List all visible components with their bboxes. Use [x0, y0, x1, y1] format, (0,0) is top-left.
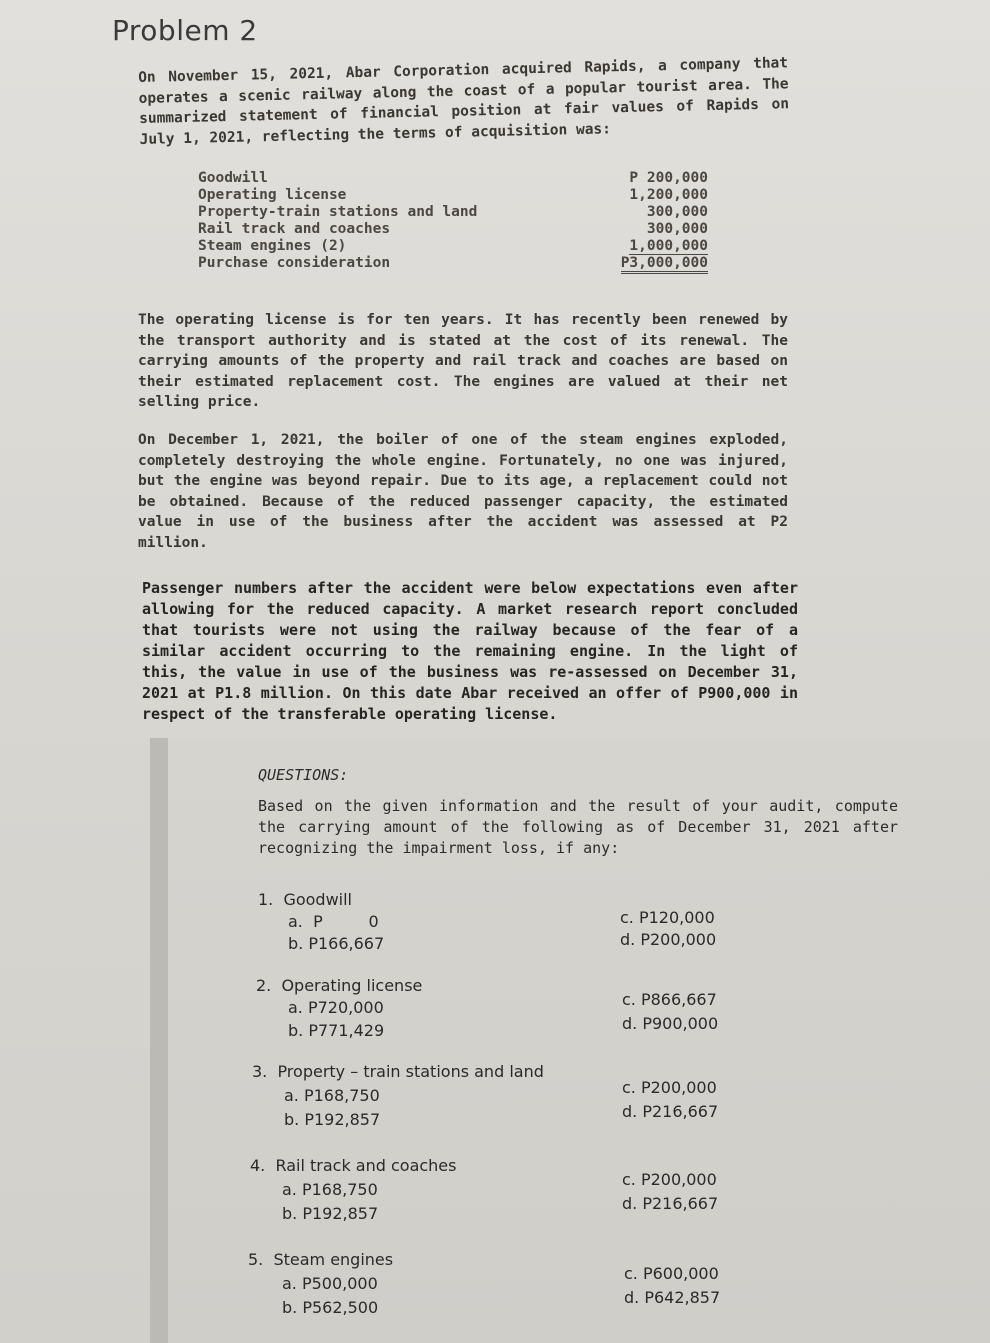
page-title: Problem 2 [112, 14, 258, 47]
option-d: d. P642,857 [624, 1288, 721, 1307]
option-a: a. P 0 [288, 912, 379, 931]
statement-amount: P 200,000 [629, 170, 708, 186]
question-number: 2. [256, 976, 272, 995]
question-4 [250, 1154, 770, 1224]
option-c: c. P200,000 [622, 1078, 717, 1097]
question-2 [256, 974, 776, 1044]
statement-label: Purchase consideration [198, 255, 391, 271]
option-d: d. P216,667 [622, 1194, 719, 1213]
statement-total-row [198, 255, 708, 272]
statement-label: Operating license [198, 187, 347, 203]
question-1 [258, 888, 778, 958]
option-a: a. P720,000 [288, 998, 384, 1017]
statement-row [198, 170, 708, 187]
statement-label: Rail track and coaches [198, 221, 391, 237]
option-b: b. P771,429 [288, 1021, 385, 1040]
option-b: b. P192,857 [284, 1110, 381, 1129]
statement-label: Property-train stations and land [198, 204, 478, 220]
question-title: Operating license [281, 976, 423, 995]
option-a: a. P168,750 [284, 1086, 380, 1105]
question-title: Goodwill [283, 890, 352, 909]
question-number: 5. [248, 1250, 264, 1269]
questions-heading: QUESTIONS: [258, 766, 349, 784]
option-d: d. P900,000 [622, 1014, 719, 1033]
statement-amount: 1,000,000 [629, 238, 708, 254]
question-number: 4. [250, 1156, 266, 1175]
financial-statement [198, 170, 708, 272]
license-paragraph: The operating license is for ten years. It has recently been renewed by the transport authority and is stated at the cost of its renewal. The carrying amounts of the property and rail track and coaches are based on their estimated replacement cost. The engines are valued at their net selling price. [138, 312, 788, 410]
option-a: a. P500,000 [282, 1274, 378, 1293]
question-title: Property – train stations and land [277, 1062, 544, 1081]
question-number: 1. [258, 890, 274, 909]
statement-row [198, 238, 708, 255]
statement-label: Goodwill [198, 170, 268, 186]
option-c: c. P120,000 [620, 908, 715, 927]
option-c: c. P200,000 [622, 1170, 717, 1189]
option-a: a. P168,750 [282, 1180, 378, 1199]
option-d: d. P216,667 [622, 1102, 719, 1121]
option-d: d. P200,000 [620, 930, 717, 949]
statement-total-amount: P3,000,000 [621, 255, 708, 274]
statement-amount: 300,000 [646, 221, 708, 237]
questions-intro: Based on the given information and the result of your audit, compute the carrying amount of the following as of December 31, 2021 after recognizing the impairment loss, if any: [258, 797, 898, 857]
intro-paragraph: On November 15, 2021, Abar Corporation acquired Rapids, a company that operates a scenic railway along the coast of a popular tourist area. The summarized statement of financial position at fair values of Rapids on July 1, 2021, reflecting the terms of acquisition was: [138, 55, 790, 148]
option-b: b. P562,500 [282, 1298, 379, 1317]
option-b: b. P192,857 [282, 1204, 379, 1223]
statement-amount: 1,200,000 [629, 187, 708, 203]
question-3 [252, 1060, 772, 1130]
statement-amount: 300,000 [646, 204, 708, 220]
accident-paragraph: On December 1, 2021, the boiler of one of the steam engines exploded, completely destroying the whole engine. Fortunately, no one was injured, but the engine was beyond repair. Due to its age, a replacement could not be obtained. Because of the reduced passenger capacity, the estimated value in use of the business after the accident was assessed at P2 million. [138, 432, 788, 551]
option-c: c. P866,667 [622, 990, 717, 1009]
question-title: Steam engines [273, 1250, 394, 1269]
statement-row [198, 204, 708, 221]
question-number: 3. [252, 1062, 268, 1081]
option-b: b. P166,667 [288, 934, 385, 953]
question-5 [248, 1248, 768, 1318]
statement-row [198, 187, 708, 204]
statement-label: Steam engines (2) [198, 238, 347, 254]
market-research-paragraph: Passenger numbers after the accident were below expectations even after allowing for the reduced capacity. A market research report concluded that tourists were not using the railway because of the fear of a similar accident occurring to the remaining engine. In the light of this, the value in use of the business was re-assessed on December 31, 2021 at P1.8 million. On this date Abar received an offer of P900,000 in respect of the transferable operating license. [142, 579, 798, 723]
statement-row [198, 221, 708, 238]
option-c: c. P600,000 [624, 1264, 719, 1283]
question-title: Rail track and coaches [275, 1156, 457, 1175]
